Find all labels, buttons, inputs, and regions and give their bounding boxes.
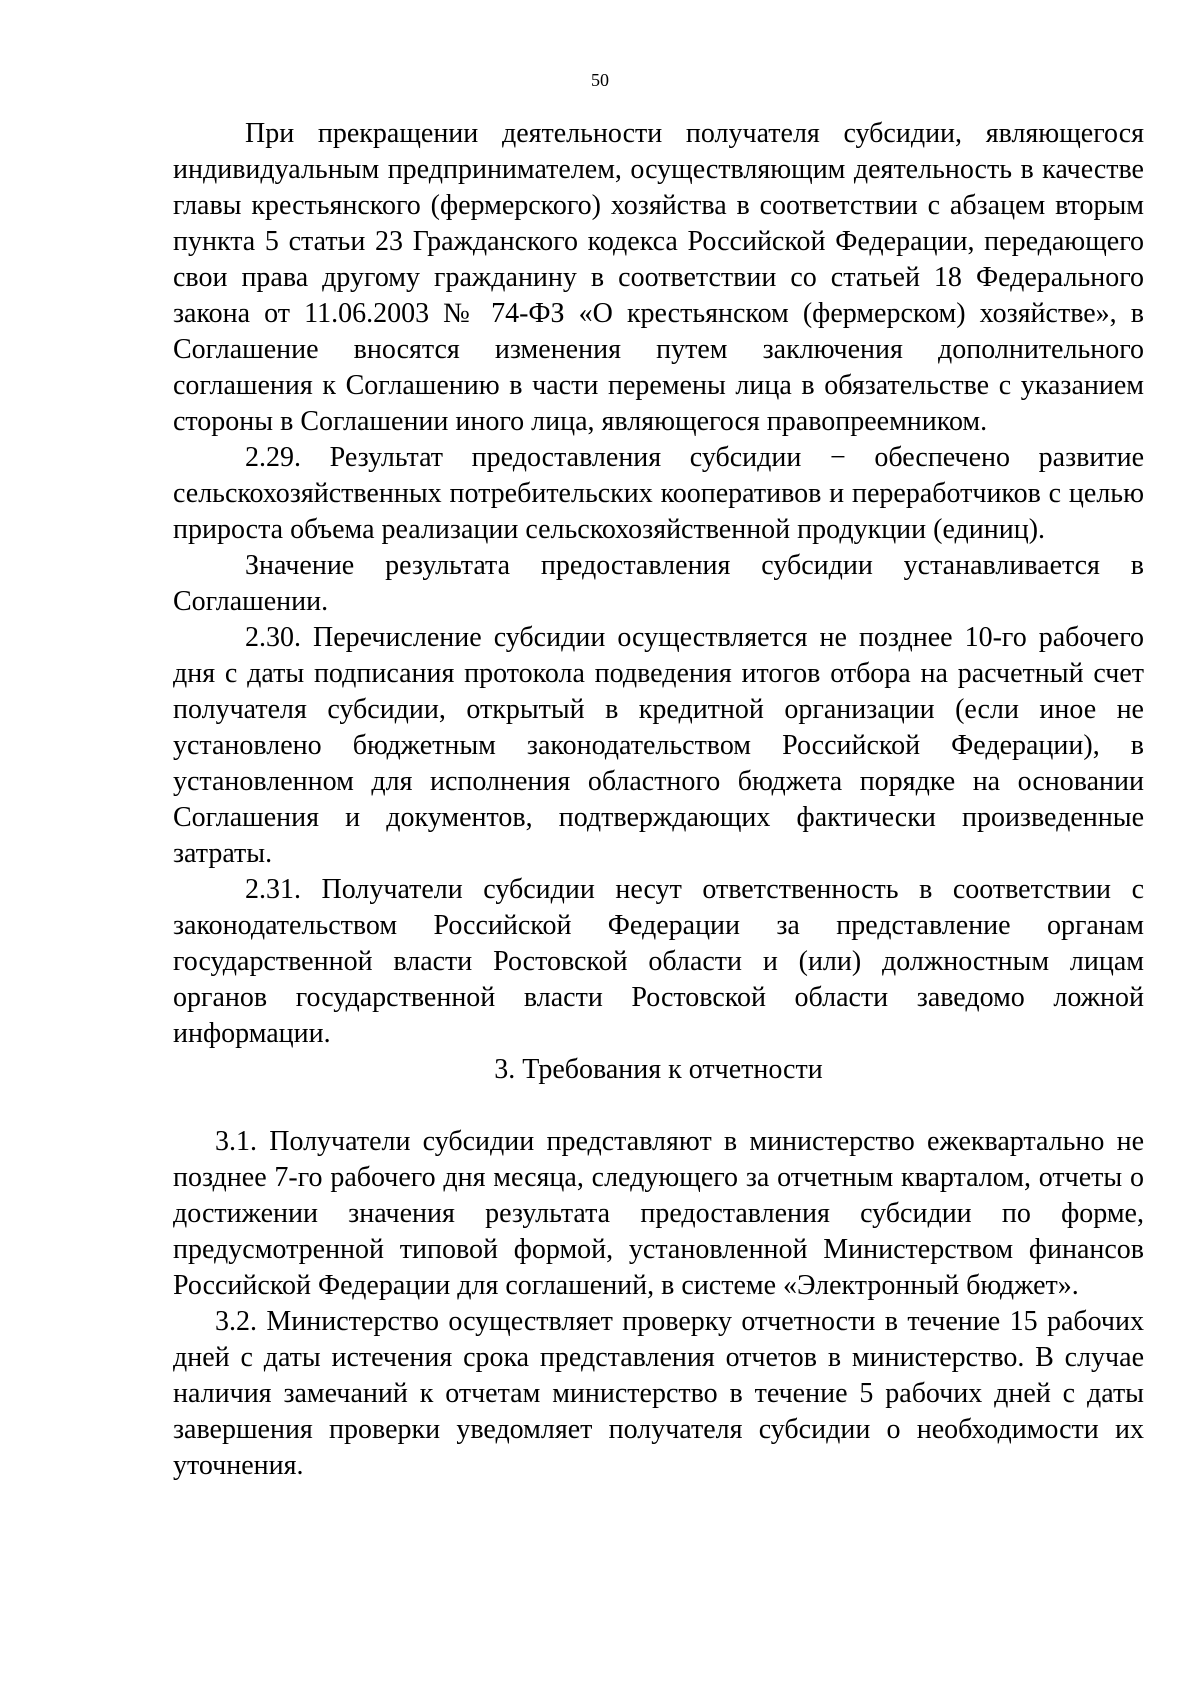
paragraph-2-30: 2.30. Перечисление субсидии осуществляется не позднее 10-го рабочего дня с даты подписания протокола подведения итогов отбора на расчетный счет получателя субсидии, открытый в кредитной организации (если иное не установлено бюджетным законодательством Российской Федерации), в установленном для исполнения областного бюджета порядке на основании Соглашения и документов, подтверждающих фактически произведенные затраты. — [173, 622, 1144, 869]
section-3-heading: 3. Требования к отчетности — [494, 1054, 823, 1085]
paragraph-2-31: 2.31. Получатели субсидии несут ответственность в соответствии с законодательством Российской Федерации за представление органам государственной власти Ростовской области и (или) должностным лицам органов государственной власти Ростовской области заведомо ложной информации. — [173, 874, 1144, 1049]
document-body — [173, 116, 1144, 1484]
paragraph-2-29: 2.29. Результат предоставления субсидии − обеспечено развитие сельскохозяйственных потребительских кооперативов и переработчиков с целью прироста объема реализации сельскохозяйственной продукции (единиц). — [173, 442, 1144, 545]
paragraph-3-1: 3.1. Получатели субсидии представляют в министерство ежеквартально не позднее 7-го рабочего дня месяца, следующего за отчетным кварталом, отчеты о достижении значения результата предоставления субсидии по форме, предусмотренной типовой формой, установленной Министерством финансов Российской Федерации для соглашений, в системе «Электронный бюджет». — [173, 1126, 1144, 1301]
paragraph-3-2: 3.2. Министерство осуществляет проверку отчетности в течение 15 рабочих дней с даты истечения срока представления отчетов в министерство. В случае наличия замечаний к отчетам министерство в течение 5 рабочих дней с даты завершения проверки уведомляет получателя субсидии о необходимости их уточнения. — [173, 1306, 1144, 1481]
paragraph-2-29-value: Значение результата предоставления субсидии устанавливается в Соглашении. — [173, 550, 1144, 617]
paragraph-successor-change: При прекращении деятельности получателя субсидии, являющегося индивидуальным предпринимателем, осуществляющим деятельность в качестве главы крестьянского (фермерского) хозяйства в соответствии с абзацем вторым пункта 5 статьи 23 Гражданского кодекса Российской Федерации, передающего свои права другому гражданину в соответствии со статьей 18 Федерального закона от 11.06.2003 № 74-ФЗ «О крестьянском (фермерском) хозяйстве», в Соглашение вносятся изменения путем заключения дополнительного соглашения к Соглашению в части перемены лица в обязательстве с указанием стороны в Соглашении иного лица, являющегося правопреемником. — [173, 118, 1144, 437]
page-number: 50 — [591, 70, 609, 90]
